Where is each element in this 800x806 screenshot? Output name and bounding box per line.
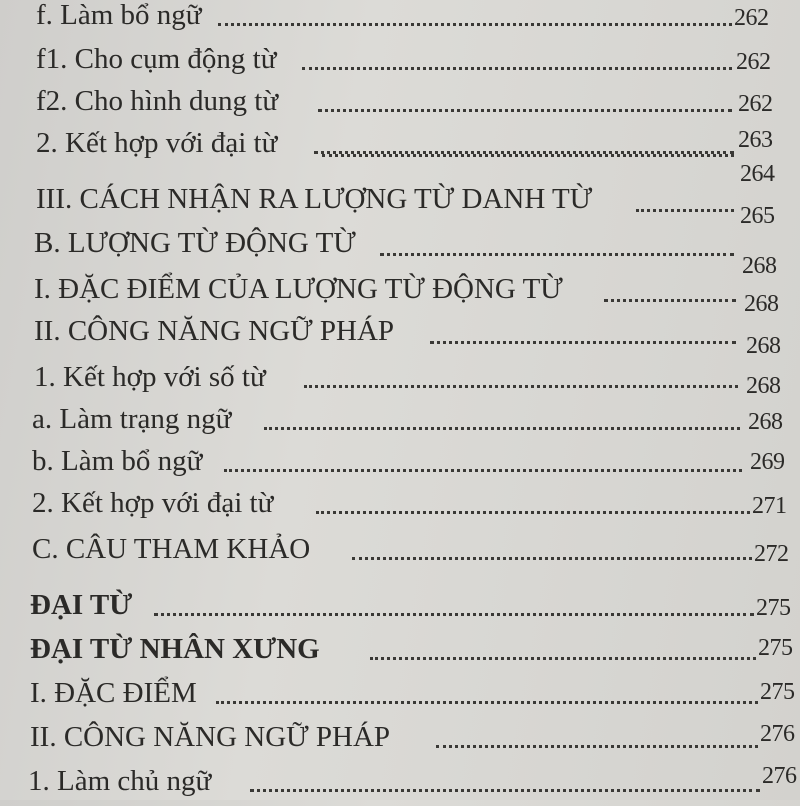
toc-entry-title: a. Làm trạng ngữ <box>32 403 232 435</box>
toc-leader-dots <box>216 701 758 704</box>
toc-leader-dots <box>316 511 750 514</box>
toc-entry-page: 268 <box>744 291 779 317</box>
toc-entry-title: III. CÁCH NHẬN RA LƯỢNG TỪ DANH TỪ <box>36 183 593 215</box>
toc-entry-page: 269 <box>750 449 785 475</box>
toc-entry-page: 264 <box>740 161 775 187</box>
toc-entry <box>0 444 800 486</box>
toc-entry <box>0 486 800 528</box>
toc-entry <box>0 532 800 574</box>
toc-entry <box>0 84 800 126</box>
toc-entry-page: 275 <box>758 635 793 661</box>
toc-entry <box>0 314 800 359</box>
toc-leader-dots <box>436 745 758 748</box>
toc-leader-dots <box>250 789 760 792</box>
toc-entry-page: 268 <box>742 253 777 279</box>
toc-entry-title: f1. Cho cụm động từ <box>36 43 277 75</box>
toc-entry <box>0 360 800 402</box>
toc-entry-title: I. ĐẶC ĐIỂM <box>30 677 197 709</box>
toc-entry <box>0 42 800 84</box>
toc-entry-page: 276 <box>760 721 795 747</box>
toc-entry-page: 263 <box>738 127 773 153</box>
toc-entry-title: ĐẠI TỪ <box>30 589 133 621</box>
toc-leader-dots <box>322 154 734 157</box>
toc-leader-dots <box>636 209 734 212</box>
toc-leader-dots <box>430 341 736 344</box>
toc-leader-dots <box>218 23 732 26</box>
toc-entry-page: 275 <box>756 595 791 621</box>
toc-entry <box>0 588 800 630</box>
toc-entry-page: 268 <box>746 373 781 399</box>
toc-entry-page: 272 <box>754 541 789 567</box>
toc-entry-page: 275 <box>760 679 795 705</box>
toc-entry <box>0 676 800 718</box>
toc-entry-title: 2. Kết hợp với đại từ <box>36 127 278 159</box>
toc-entry <box>0 402 800 444</box>
toc-leader-dots <box>352 557 752 560</box>
toc-entry-page: 262 <box>734 5 769 31</box>
toc-entry-page: 262 <box>736 49 771 75</box>
toc-entry-title: I. ĐẶC ĐIỂM CỦA LƯỢNG TỪ ĐỘNG TỪ <box>34 273 563 305</box>
toc-leader-dots <box>264 427 740 430</box>
toc-leader-dots <box>370 657 756 660</box>
toc-entry-title: II. CÔNG NĂNG NGỮ PHÁP <box>34 315 395 347</box>
toc-entry-title: b. Làm bổ ngữ <box>32 445 203 477</box>
toc-leader-dots <box>224 469 742 472</box>
toc-entry <box>0 632 800 674</box>
toc-entry-title: 1. Làm chủ ngữ <box>28 765 212 797</box>
toc-entry-title: 2. Kết hợp với đại từ <box>32 487 274 519</box>
toc-entry-page: 271 <box>752 493 787 519</box>
toc-entry-title: f. Làm bổ ngữ <box>36 0 202 31</box>
toc-entry-page: 268 <box>746 333 781 359</box>
toc-entry-page: 262 <box>738 91 773 117</box>
toc-entry-title: II. CÔNG NĂNG NGỮ PHÁP <box>30 721 391 753</box>
toc-entry-title: ĐẠI TỪ NHÂN XƯNG <box>30 633 320 665</box>
toc-entry-page: 268 <box>748 409 783 435</box>
toc-entry-title: 1. Kết hợp với số từ <box>34 361 266 393</box>
toc-leader-dots <box>304 385 738 388</box>
toc-entry <box>0 720 800 762</box>
toc-leader-dots <box>604 299 736 302</box>
toc-leader-dots <box>302 67 732 70</box>
toc-leader-dots <box>380 253 734 256</box>
toc-entry-title: C. CÂU THAM KHẢO <box>32 533 311 565</box>
toc-leader-dots <box>318 109 732 112</box>
toc-entry <box>0 226 800 279</box>
toc-entry-page: 276 <box>762 763 797 789</box>
toc-leader-dots <box>154 613 754 616</box>
toc-entry-title: B. LƯỢNG TỪ ĐỘNG TỪ <box>34 227 356 259</box>
toc-entry <box>0 0 800 40</box>
toc-entry-title: f2. Cho hình dung từ <box>36 85 279 117</box>
toc-entry-page: 265 <box>740 203 775 229</box>
toc-entry <box>0 272 800 317</box>
toc-entry <box>0 182 800 229</box>
